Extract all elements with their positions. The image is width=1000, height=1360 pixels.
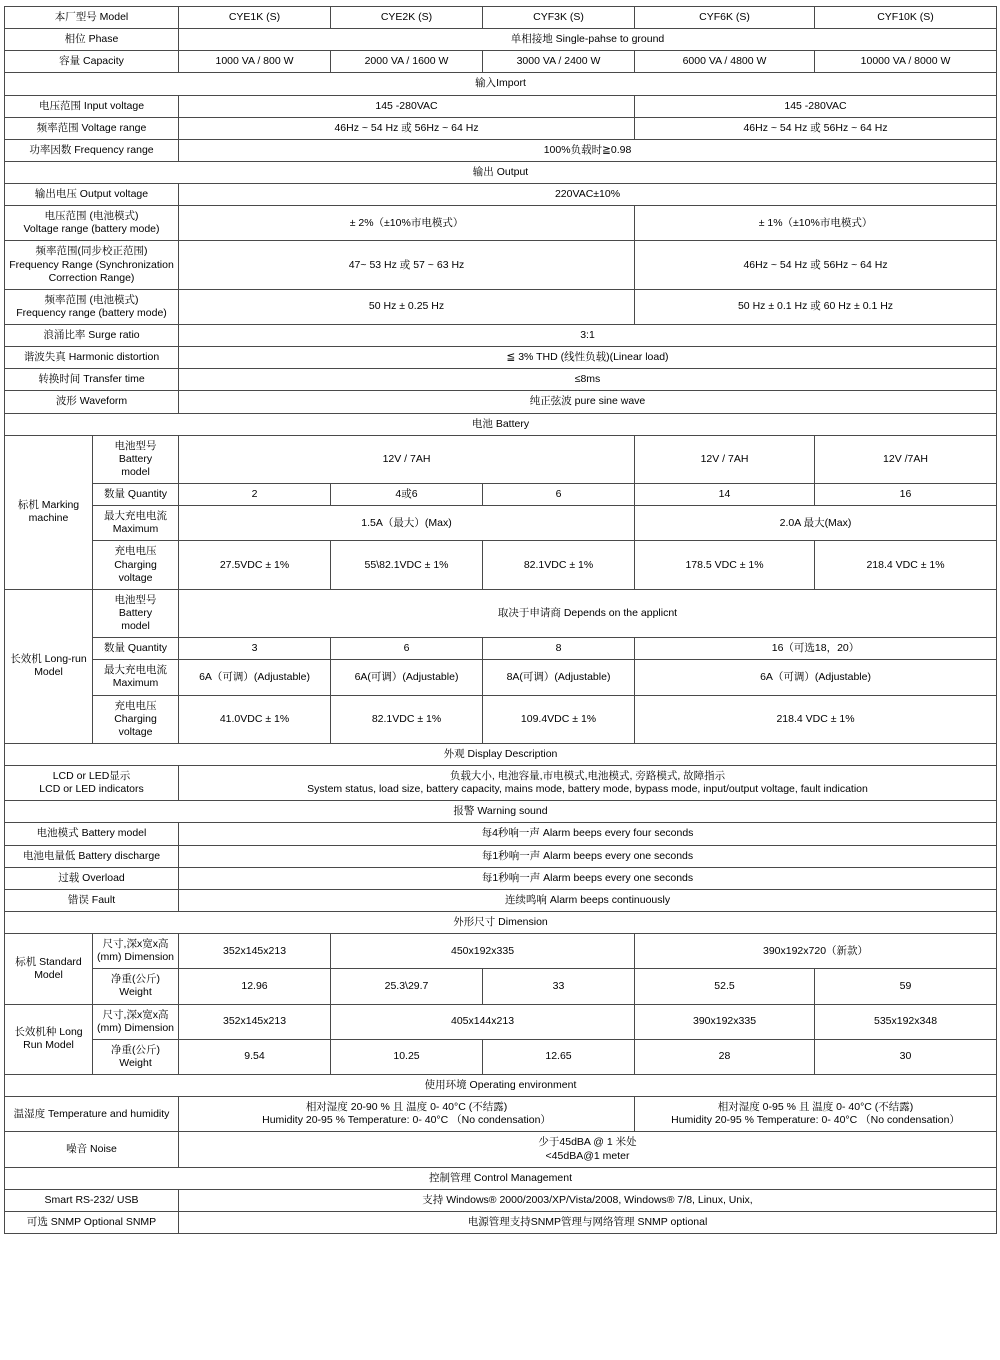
temperature-humidity-value-b — [635, 1097, 997, 1132]
lr-quantity-cyf3k: 8 — [483, 638, 635, 660]
lr-quantity-cyf6k: 16（可选18，20） — [635, 638, 997, 660]
lr-weight-label-en: Weight — [119, 1056, 152, 1069]
model-cyf10k: CYF10K (S) — [815, 7, 997, 29]
dimension-section-title: 外形尺寸 Dimension — [5, 911, 997, 933]
lr-battery-model-label — [93, 589, 179, 637]
noise-value — [179, 1132, 997, 1167]
capacity-cyf10k: 10000 VA / 8000 W — [815, 51, 997, 73]
frequency-battery-label — [5, 289, 179, 324]
surge-label: 浪涌比率 Surge ratio — [5, 325, 179, 347]
lcd-indicators-value — [179, 766, 997, 801]
output-voltage-value: 220VAC±10% — [179, 184, 997, 206]
std-weight-label — [93, 969, 179, 1004]
table-row-model — [5, 7, 997, 29]
lr-max-charge-label-cn: 最大充电电流 — [104, 664, 167, 677]
frequency-sync-value-a: 47~ 53 Hz 或 57 ~ 63 Hz — [179, 241, 635, 289]
voltage-range-value-a: 46Hz ~ 54 Hz 或 56Hz ~ 64 Hz — [179, 117, 635, 139]
display-section-title: 外观 Display Description — [5, 743, 997, 765]
marking-machine-line2: machine — [28, 512, 69, 525]
longrun-model-line1: 长效机 Long-run — [10, 653, 87, 666]
section-control — [5, 1167, 997, 1189]
lcd-indicators-label-cn: LCD or LED显示 — [52, 770, 131, 782]
snmp-value: 电源管理支持SNMP管理与网络管理 SNMP optional — [179, 1211, 997, 1233]
section-battery — [5, 413, 997, 435]
table-row-frequency-sync — [5, 241, 997, 289]
noise-label: 噪音 Noise — [5, 1132, 179, 1167]
table-row-frequency-range-input — [5, 139, 997, 161]
capacity-label: 容量 Capacity — [5, 51, 179, 73]
std-dimension-cye1k: 352x145x213 — [179, 934, 331, 969]
lr-quantity-cye1k: 3 — [179, 638, 331, 660]
section-display — [5, 743, 997, 765]
section-output — [5, 161, 997, 183]
std-weight-cye1k: 12.96 — [179, 969, 331, 1004]
harmonic-label: 谐波失真 Harmonic distortion — [5, 347, 179, 369]
waveform-label: 波形 Waveform — [5, 391, 179, 413]
lr-max-charge-label-en: Maximum — [112, 677, 159, 690]
table-row-battery-mode-alarm — [5, 823, 997, 845]
temperature-humidity-value-b-en: Humidity 20-95 % Temperature: 0- 40°C （No condensation） — [671, 1114, 960, 1127]
std-dimension-label-en: (mm) Dimension — [97, 951, 175, 964]
frequency-battery-label-en: Frequency range (battery mode) — [16, 306, 167, 319]
temperature-humidity-value-a — [179, 1097, 635, 1132]
std-charging-voltage-label-en: Charging voltage — [114, 558, 157, 584]
std-dimension-cyf6k: 390x192x720（新款） — [635, 934, 997, 969]
std-weight-cye2k: 25.3\29.7 — [331, 969, 483, 1004]
model-cyf3k: CYF3K (S) — [483, 7, 635, 29]
table-row-std-quantity — [5, 484, 997, 506]
marking-machine-group — [5, 435, 93, 589]
voltage-range-battery-label-en: Voltage range (battery mode) — [23, 223, 160, 236]
surge-value: 3:1 — [179, 325, 997, 347]
longrun-run-model-line1: 长效机种 Long — [14, 1026, 83, 1039]
std-battery-model-b: 12V / 7AH — [635, 435, 815, 483]
temperature-humidity-value-a-cn: 相对湿度 20-90 % 且 温度 0- 40°C (不结露) — [305, 1101, 508, 1114]
std-quantity-cyf6k: 14 — [635, 484, 815, 506]
lr-charging-voltage-cyf6k: 218.4 VDC ± 1% — [635, 695, 997, 743]
voltage-range-battery-label — [5, 206, 179, 241]
std-dimension-label-cn: 尺寸,深x宽x高 — [102, 938, 169, 950]
std-max-charge-b: 2.0A 最大(Max) — [635, 506, 997, 541]
temperature-humidity-label: 温湿度 Temperature and humidity — [5, 1097, 179, 1132]
frequency-battery-label-cn: 频率范围 (电池模式) — [44, 293, 139, 306]
standard-model-group — [5, 934, 93, 1005]
std-dimension-label — [93, 934, 179, 969]
std-dimension-cye2k: 450x192x335 — [331, 934, 635, 969]
longrun-model-group — [5, 589, 93, 743]
section-dimension — [5, 911, 997, 933]
lr-quantity-label: 数量 Quantity — [93, 638, 179, 660]
phase-value: 单相接地 Single-pahse to ground — [179, 29, 997, 51]
frequency-sync-label-en1: Frequency Range (Synchronization — [9, 258, 174, 271]
frequency-range-value: 100%负载时≧0.98 — [179, 139, 997, 161]
std-weight-label-en: Weight — [119, 986, 152, 999]
table-row-harmonic — [5, 347, 997, 369]
std-weight-cyf3k: 33 — [483, 969, 635, 1004]
harmonic-value: ≦ 3% THD (线性负载)(Linear load) — [179, 347, 997, 369]
output-voltage-label: 输出电压 Output voltage — [5, 184, 179, 206]
lr-dimension-cyf6k: 390x192x335 — [635, 1004, 815, 1039]
frequency-battery-value-b: 50 Hz ± 0.1 Hz 或 60 Hz ± 0.1 Hz — [635, 289, 997, 324]
temperature-humidity-value-a-en: Humidity 20-95 % Temperature: 0- 40°C （No condensation） — [262, 1114, 551, 1127]
std-battery-model-label-en: model — [121, 465, 150, 478]
frequency-sync-label-en2: Correction Range) — [48, 271, 135, 284]
lr-weight-cyf3k: 12.65 — [483, 1039, 635, 1074]
longrun-run-model-group — [5, 1004, 93, 1075]
output-section-title: 输出 Output — [5, 161, 997, 183]
voltage-range-battery-label-cn: 电压范围 (电池模式) — [44, 210, 139, 223]
table-row-input-voltage — [5, 95, 997, 117]
std-battery-model-a: 12V / 7AH — [179, 435, 635, 483]
table-row-std-battery-model — [5, 435, 997, 483]
table-row-output-voltage — [5, 184, 997, 206]
section-warning — [5, 801, 997, 823]
control-section-title: 控制管理 Control Management — [5, 1167, 997, 1189]
voltage-range-battery-value-b: ± 1%（±10%市电模式） — [635, 206, 997, 241]
table-row-lr-quantity — [5, 638, 997, 660]
std-charging-voltage-cyf10k: 218.4 VDC ± 1% — [815, 541, 997, 589]
transfer-time-label: 转换时间 Transfer time — [5, 369, 179, 391]
table-row-snmp — [5, 1211, 997, 1233]
lr-max-charge-label — [93, 660, 179, 695]
table-row-lr-battery-model — [5, 589, 997, 637]
std-battery-model-c: 12V /7AH — [815, 435, 997, 483]
capacity-cyf3k: 3000 VA / 2400 W — [483, 51, 635, 73]
frequency-sync-label-cn: 频率范围(同步校正范围) — [35, 245, 148, 258]
battery-discharge-alarm-label: 电池电量低 Battery discharge — [5, 845, 179, 867]
std-battery-model-label-cn: 电池型号 Battery — [114, 439, 157, 465]
transfer-time-value: ≤8ms — [179, 369, 997, 391]
noise-value-en: <45dBA@1 meter — [545, 1149, 630, 1162]
lr-max-charge-cye1k: 6A（可调）(Adjustable) — [179, 660, 331, 695]
std-weight-cyf6k: 52.5 — [635, 969, 815, 1004]
lr-max-charge-cye2k: 6A(可调）(Adjustable) — [331, 660, 483, 695]
input-voltage-value-b: 145 -280VAC — [635, 95, 997, 117]
overload-alarm-value: 每1秒响一声 Alarm beeps every one seconds — [179, 867, 997, 889]
table-row-surge — [5, 325, 997, 347]
frequency-sync-label — [5, 241, 179, 289]
std-charging-voltage-cyf6k: 178.5 VDC ± 1% — [635, 541, 815, 589]
frequency-battery-value-a: 50 Hz ± 0.25 Hz — [179, 289, 635, 324]
lr-battery-model-label-en: model — [121, 620, 150, 632]
lr-dimension-cyf10k: 535x192x348 — [815, 1004, 997, 1039]
table-row-fault-alarm — [5, 889, 997, 911]
capacity-cyf6k: 6000 VA / 4800 W — [635, 51, 815, 73]
table-row-overload-alarm — [5, 867, 997, 889]
frequency-range-label: 功率因数 Frequency range — [5, 139, 179, 161]
voltage-range-battery-value-a: ± 2%（±10%市电模式） — [179, 206, 635, 241]
environment-section-title: 使用环境 Operating environment — [5, 1075, 997, 1097]
table-row-std-dimension — [5, 934, 997, 969]
std-charging-voltage-cyf3k: 82.1VDC ± 1% — [483, 541, 635, 589]
waveform-value: 纯正弦波 pure sine wave — [179, 391, 997, 413]
std-charging-voltage-label-cn: 充电电压 — [114, 545, 157, 558]
table-row-capacity — [5, 51, 997, 73]
lr-dimension-cye2k: 405x144x213 — [331, 1004, 635, 1039]
frequency-sync-value-b: 46Hz ~ 54 Hz 或 56Hz ~ 64 Hz — [635, 241, 997, 289]
smart-rs232-label: Smart RS-232/ USB — [5, 1189, 179, 1211]
lcd-indicators-value-cn: 负载大小, 电池容量,市电模式,电池模式, 旁路模式, 故障指示 — [449, 770, 726, 782]
std-quantity-cyf3k: 6 — [483, 484, 635, 506]
model-label: 本厂型号 Model — [5, 7, 179, 29]
overload-alarm-label: 过载 Overload — [5, 867, 179, 889]
std-max-charge-label-cn: 最大充电电流 — [104, 510, 167, 523]
table-row-lr-max-charge — [5, 660, 997, 695]
fault-alarm-value: 连续鸣响 Alarm beeps continuously — [179, 889, 997, 911]
lr-charging-voltage-cye2k: 82.1VDC ± 1% — [331, 695, 483, 743]
input-voltage-value-a: 145 -280VAC — [179, 95, 635, 117]
lr-weight-cyf6k: 28 — [635, 1039, 815, 1074]
table-row-frequency-battery — [5, 289, 997, 324]
snmp-label: 可选 SNMP Optional SNMP — [5, 1211, 179, 1233]
std-max-charge-a: 1.5A（最大）(Max) — [179, 506, 635, 541]
lr-dimension-cye1k: 352x145x213 — [179, 1004, 331, 1039]
lr-weight-cyf10k: 30 — [815, 1039, 997, 1074]
voltage-range-label: 频率范围 Voltage range — [5, 117, 179, 139]
battery-mode-alarm-value: 每4秒响一声 Alarm beeps every four seconds — [179, 823, 997, 845]
lr-battery-model-label-cn: 电池型号 Battery — [114, 593, 157, 619]
lr-quantity-cye2k: 6 — [331, 638, 483, 660]
table-row-voltage-range — [5, 117, 997, 139]
table-row-temperature-humidity — [5, 1097, 997, 1132]
section-environment — [5, 1075, 997, 1097]
model-cyf6k: CYF6K (S) — [635, 7, 815, 29]
model-cye1k: CYE1K (S) — [179, 7, 331, 29]
lcd-indicators-value-en: System status, load size, battery capacity, mains mode, battery mode, bypass mode, input/output voltage, fault indication — [307, 783, 868, 796]
input-voltage-label: 电压范围 Input voltage — [5, 95, 179, 117]
table-row-lr-charging-voltage — [5, 695, 997, 743]
table-row-std-charging-voltage — [5, 541, 997, 589]
std-quantity-cye2k: 4或6 — [331, 484, 483, 506]
lcd-indicators-label-en: LCD or LED indicators — [39, 783, 144, 796]
capacity-cye2k: 2000 VA / 1600 W — [331, 51, 483, 73]
battery-section-title: 电池 Battery — [5, 413, 997, 435]
std-max-charge-label-en: Maximum — [112, 523, 159, 536]
noise-value-cn: 少于45dBA @ 1 米处 — [538, 1136, 637, 1149]
lr-weight-cye2k: 10.25 — [331, 1039, 483, 1074]
fault-alarm-label: 错误 Fault — [5, 889, 179, 911]
table-row-battery-discharge-alarm — [5, 845, 997, 867]
input-section-title: 输入Import — [5, 73, 997, 95]
voltage-range-value-b: 46Hz ~ 54 Hz 或 56Hz ~ 64 Hz — [635, 117, 997, 139]
section-input — [5, 73, 997, 95]
table-row-lr-weight — [5, 1039, 997, 1074]
table-row-voltage-range-battery — [5, 206, 997, 241]
lr-charging-voltage-label-cn: 充电电压 — [114, 699, 157, 712]
std-charging-voltage-cye1k: 27.5VDC ± 1% — [179, 541, 331, 589]
longrun-run-model-line2: Run Model — [23, 1039, 74, 1052]
lr-charging-voltage-cye1k: 41.0VDC ± 1% — [179, 695, 331, 743]
table-row-std-weight — [5, 969, 997, 1004]
lr-charging-voltage-label-en: Charging voltage — [114, 712, 157, 738]
lr-dimension-label-en: (mm) Dimension — [97, 1021, 175, 1034]
lr-dimension-label-cn: 尺寸,深x宽x高 — [102, 1008, 169, 1021]
table-row-lr-dimension — [5, 1004, 997, 1039]
battery-mode-alarm-label: 电池模式 Battery model — [5, 823, 179, 845]
standard-model-line1: 标机 Standard — [15, 955, 82, 968]
lcd-indicators-label — [5, 766, 179, 801]
marking-machine-line1: 标机 Marking — [17, 499, 80, 512]
lr-battery-model-value: 取决于申请商 Depends on the applicnt — [179, 589, 997, 637]
table-row-std-max-charge — [5, 506, 997, 541]
std-quantity-cye1k: 2 — [179, 484, 331, 506]
table-row-smart-rs232 — [5, 1189, 997, 1211]
lr-dimension-label — [93, 1004, 179, 1039]
table-row-transfer-time — [5, 369, 997, 391]
lr-charging-voltage-cyf3k: 109.4VDC ± 1% — [483, 695, 635, 743]
std-quantity-cyf10k: 16 — [815, 484, 997, 506]
longrun-model-line2: Model — [34, 666, 63, 679]
std-max-charge-label — [93, 506, 179, 541]
table-row-noise — [5, 1132, 997, 1167]
smart-rs232-value: 支持 Windows® 2000/2003/XP/Vista/2008, Windows® 7/8, Linux, Unix, — [179, 1189, 997, 1211]
warning-section-title: 报警 Warning sound — [5, 801, 997, 823]
temperature-humidity-value-b-cn: 相对湿度 0-95 % 且 温度 0- 40°C (不结露) — [717, 1101, 914, 1114]
standard-model-line2: Model — [34, 968, 63, 981]
model-cye2k: CYE2K (S) — [331, 7, 483, 29]
lr-max-charge-cyf6k: 6A（可调）(Adjustable) — [635, 660, 997, 695]
std-weight-label-cn: 净重(公斤) — [111, 973, 160, 986]
std-battery-model-label — [93, 435, 179, 483]
lr-max-charge-cyf3k: 8A(可调）(Adjustable) — [483, 660, 635, 695]
lr-weight-label-cn: 净重(公斤) — [111, 1043, 160, 1056]
battery-discharge-alarm-value: 每1秒响一声 Alarm beeps every one seconds — [179, 845, 997, 867]
table-row-lcd-indicators — [5, 766, 997, 801]
table-row-waveform — [5, 391, 997, 413]
std-quantity-label: 数量 Quantity — [93, 484, 179, 506]
std-weight-cyf10k: 59 — [815, 969, 997, 1004]
std-charging-voltage-label — [93, 541, 179, 589]
lr-weight-cye1k: 9.54 — [179, 1039, 331, 1074]
lr-weight-label — [93, 1039, 179, 1074]
table-row-phase — [5, 29, 997, 51]
std-charging-voltage-cye2k: 55\82.1VDC ± 1% — [331, 541, 483, 589]
specification-table — [4, 6, 997, 1234]
lr-charging-voltage-label — [93, 695, 179, 743]
capacity-cye1k: 1000 VA / 800 W — [179, 51, 331, 73]
phase-label: 相位 Phase — [5, 29, 179, 51]
